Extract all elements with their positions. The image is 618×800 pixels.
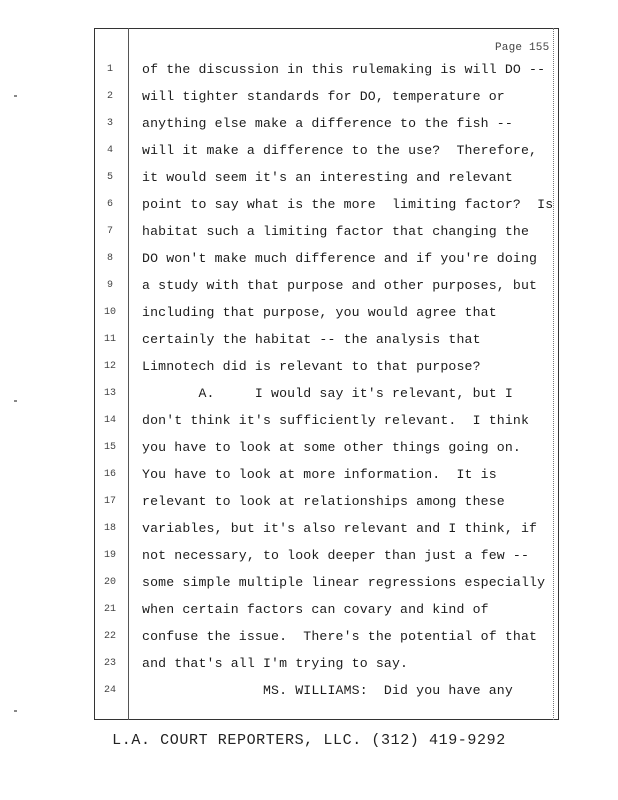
page-number: Page 155 bbox=[495, 42, 550, 54]
line-number: 22 bbox=[103, 631, 116, 642]
line-number: 17 bbox=[103, 496, 116, 507]
transcript-line: a study with that purpose and other purposes, but bbox=[142, 278, 538, 293]
line-number: 4 bbox=[106, 145, 113, 156]
line-number: 21 bbox=[103, 604, 116, 615]
court-reporter-footer: L.A. COURT REPORTERS, LLC. (312) 419-9292 bbox=[112, 732, 506, 749]
transcript-line: when certain factors can covary and kind of bbox=[142, 602, 489, 617]
transcript-line: some simple multiple linear regressions especially bbox=[142, 575, 546, 590]
line-number: 14 bbox=[103, 415, 116, 426]
line-number: 20 bbox=[103, 577, 116, 588]
right-margin-rule bbox=[553, 28, 554, 720]
transcript-line: you have to look at some other things going on. bbox=[142, 440, 521, 455]
margin-punch-mark bbox=[14, 400, 17, 402]
transcript-line: habitat such a limiting factor that changing the bbox=[142, 224, 530, 239]
line-number: 10 bbox=[103, 307, 116, 318]
transcript-line: variables, but it's also relevant and I think, if bbox=[142, 521, 538, 536]
line-number: 8 bbox=[106, 253, 113, 264]
line-number: 23 bbox=[103, 658, 116, 669]
line-number: 16 bbox=[103, 469, 116, 480]
line-number: 3 bbox=[106, 118, 113, 129]
transcript-line: including that purpose, you would agree that bbox=[142, 305, 497, 320]
line-number: 1 bbox=[106, 64, 113, 75]
transcript-line: relevant to look at relationships among these bbox=[142, 494, 505, 509]
margin-punch-mark bbox=[14, 95, 17, 97]
line-number: 5 bbox=[106, 172, 113, 183]
line-number: 2 bbox=[106, 91, 113, 102]
transcript-line: You have to look at more information. It is bbox=[142, 467, 497, 482]
line-number: 6 bbox=[106, 199, 113, 210]
line-number-rule bbox=[128, 28, 129, 720]
line-number: 15 bbox=[103, 442, 116, 453]
transcript-line: Limnotech did is relevant to that purpose? bbox=[142, 359, 481, 374]
transcript-line: don't think it's sufficiently relevant. I think bbox=[142, 413, 530, 428]
line-number: 24 bbox=[103, 685, 116, 696]
margin-punch-mark bbox=[14, 710, 17, 712]
transcript-line: and that's all I'm trying to say. bbox=[142, 656, 409, 671]
line-number: 13 bbox=[103, 388, 116, 399]
transcript-line: anything else make a difference to the fish -- bbox=[142, 116, 513, 131]
line-number: 18 bbox=[103, 523, 116, 534]
transcript-line: MS. WILLIAMS: Did you have any bbox=[142, 683, 513, 698]
line-number: 9 bbox=[106, 280, 113, 291]
line-number: 7 bbox=[106, 226, 113, 237]
transcript-line: will it make a difference to the use? Therefore, bbox=[142, 143, 538, 158]
transcript-line: of the discussion in this rulemaking is will DO -- bbox=[142, 62, 546, 77]
line-number: 11 bbox=[103, 334, 116, 345]
transcript-line: certainly the habitat -- the analysis that bbox=[142, 332, 481, 347]
transcript-line: will tighter standards for DO, temperature or bbox=[142, 89, 505, 104]
transcript-line: it would seem it's an interesting and relevant bbox=[142, 170, 513, 185]
transcript-line: point to say what is the more limiting factor? Is bbox=[142, 197, 554, 212]
transcript-line: not necessary, to look deeper than just a few -- bbox=[142, 548, 530, 563]
transcript-line: A. I would say it's relevant, but I bbox=[142, 386, 513, 401]
transcript-line: confuse the issue. There's the potential of that bbox=[142, 629, 538, 644]
line-number: 19 bbox=[103, 550, 116, 561]
line-number: 12 bbox=[103, 361, 116, 372]
transcript-line: DO won't make much difference and if you're doing bbox=[142, 251, 538, 266]
